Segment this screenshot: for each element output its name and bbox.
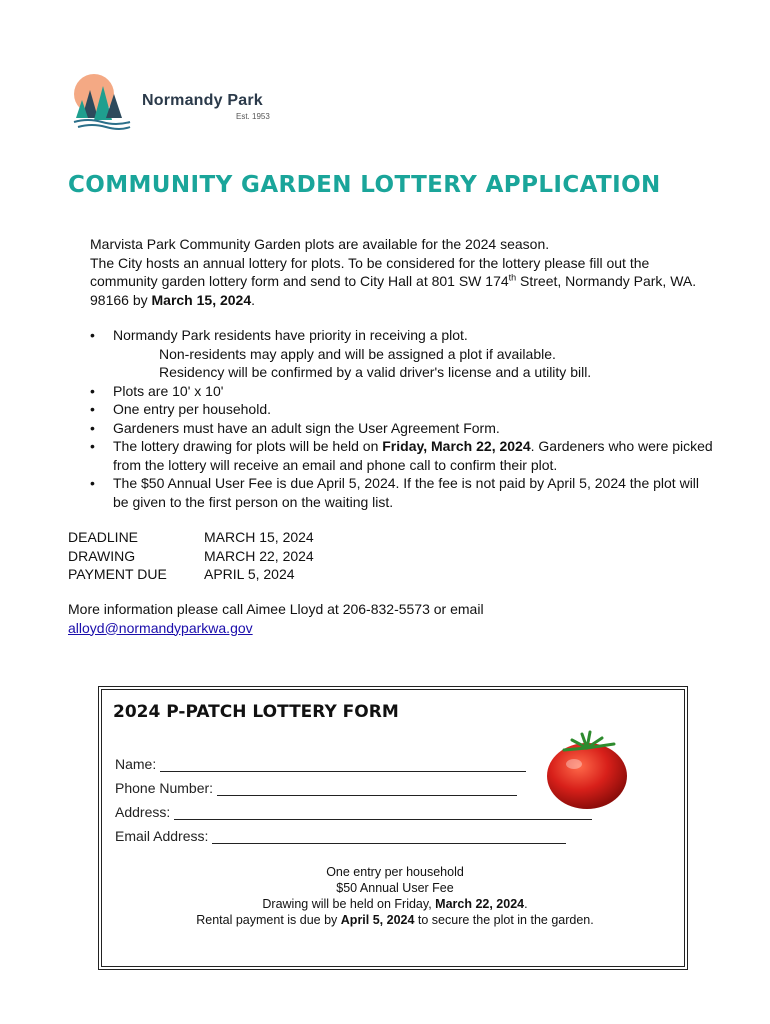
- bullet-sub-residency: Residency will be confirmed by a valid driver's license and a utility bill.: [159, 364, 592, 380]
- address-field[interactable]: [115, 804, 592, 820]
- bullet-adult-sign: • Gardeners must have an adult sign the User Agreement Form.: [90, 419, 500, 436]
- contact-info: [68, 600, 484, 637]
- intro-deadline: March 15, 2024: [151, 291, 252, 308]
- bullet-sub-nonresidents: Non-residents may apply and will be assigned a plot if available.: [159, 345, 556, 362]
- logo-est: Est. 1953: [236, 112, 270, 121]
- bullet-annual-fee: • The $50 Annual User Fee is due April 5, 2024. If the fee is not paid by April 5, 2024 the plot will be given to the first person on the waiting list.: [90, 475, 700, 510]
- bullet-one-entry: • One entry per household.: [90, 401, 271, 417]
- bullet-icon: •: [90, 438, 95, 454]
- note-one-entry: One entry per household: [326, 865, 464, 879]
- bullet-icon: •: [90, 401, 95, 417]
- bullet-icon: •: [90, 475, 95, 491]
- name-label: Name:: [115, 756, 157, 772]
- form-notes: [150, 864, 640, 928]
- form-title: 2024 P-PATCH LOTTERY FORM: [113, 702, 399, 722]
- date-row-deadline: DEADLINE MARCH 15, 2024: [68, 529, 314, 545]
- contact-text: More information please call Aimee Lloyd at 206-832-5573 or email: [68, 601, 484, 617]
- phone-line[interactable]: [217, 781, 517, 796]
- name-line[interactable]: [160, 757, 526, 772]
- email-line[interactable]: [212, 829, 566, 844]
- intro-line1: Marvista Park Community Garden plots are available for the 2024 season.: [90, 236, 550, 252]
- bullet-icon: •: [90, 419, 95, 436]
- logo-name: Normandy Park: [142, 92, 263, 109]
- address-line[interactable]: [174, 805, 592, 820]
- bullet-lottery-drawing: • The lottery drawing for plots will be held on Friday, March 22, 2024. Gardeners who were picked from the lottery will receive an email and phone call to confirm their plot.: [90, 438, 713, 473]
- intro-line2: The City hosts an annual lottery for plots. To be considered for the lottery please fill out the community garden lottery form and send to City Hall at 801 SW 174th Street, Normandy Park, WA. 98166 by March 15, 2024.: [90, 254, 697, 308]
- intro-paragraph: [90, 235, 715, 309]
- date-row-drawing: DRAWING MARCH 22, 2024: [68, 547, 314, 564]
- phone-label: Phone Number:: [115, 780, 214, 796]
- bullet-residents: • Normandy Park residents have priority in receiving a plot. Non-residents may apply and will be assigned a plot if available. Residency will be confirmed by a valid driver's license and a utility bill.: [90, 326, 715, 382]
- tomato-icon: [542, 728, 632, 812]
- phone-field[interactable]: [115, 780, 517, 796]
- intro-sup: th: [508, 272, 517, 283]
- note-fee: $50 Annual User Fee: [336, 881, 454, 895]
- normandy-park-logo: [68, 70, 273, 132]
- contact-email-link[interactable]: alloyd@normandyparkwa.gov: [68, 619, 253, 636]
- email-field[interactable]: [115, 828, 566, 844]
- note-payment: Rental payment is due by April 5, 2024 to secure the plot in the garden.: [196, 913, 594, 927]
- key-dates: [68, 528, 314, 584]
- name-field[interactable]: [115, 756, 526, 772]
- email-label: Email Address:: [115, 828, 209, 844]
- date-row-payment: PAYMENT DUE APRIL 5, 2024: [68, 566, 295, 582]
- address-label: Address:: [115, 804, 171, 820]
- bullet-plot-size: • Plots are 10' x 10': [90, 382, 224, 399]
- page-title: COMMUNITY GARDEN LOTTERY APPLICATION: [68, 172, 661, 198]
- info-bullet-list: [90, 326, 715, 511]
- tree-sun-logo-icon: [68, 70, 138, 132]
- note-drawing: Drawing will be held on Friday, March 22, 2024.: [262, 897, 528, 911]
- bullet-icon: •: [90, 382, 95, 399]
- bullet-icon: •: [90, 327, 95, 343]
